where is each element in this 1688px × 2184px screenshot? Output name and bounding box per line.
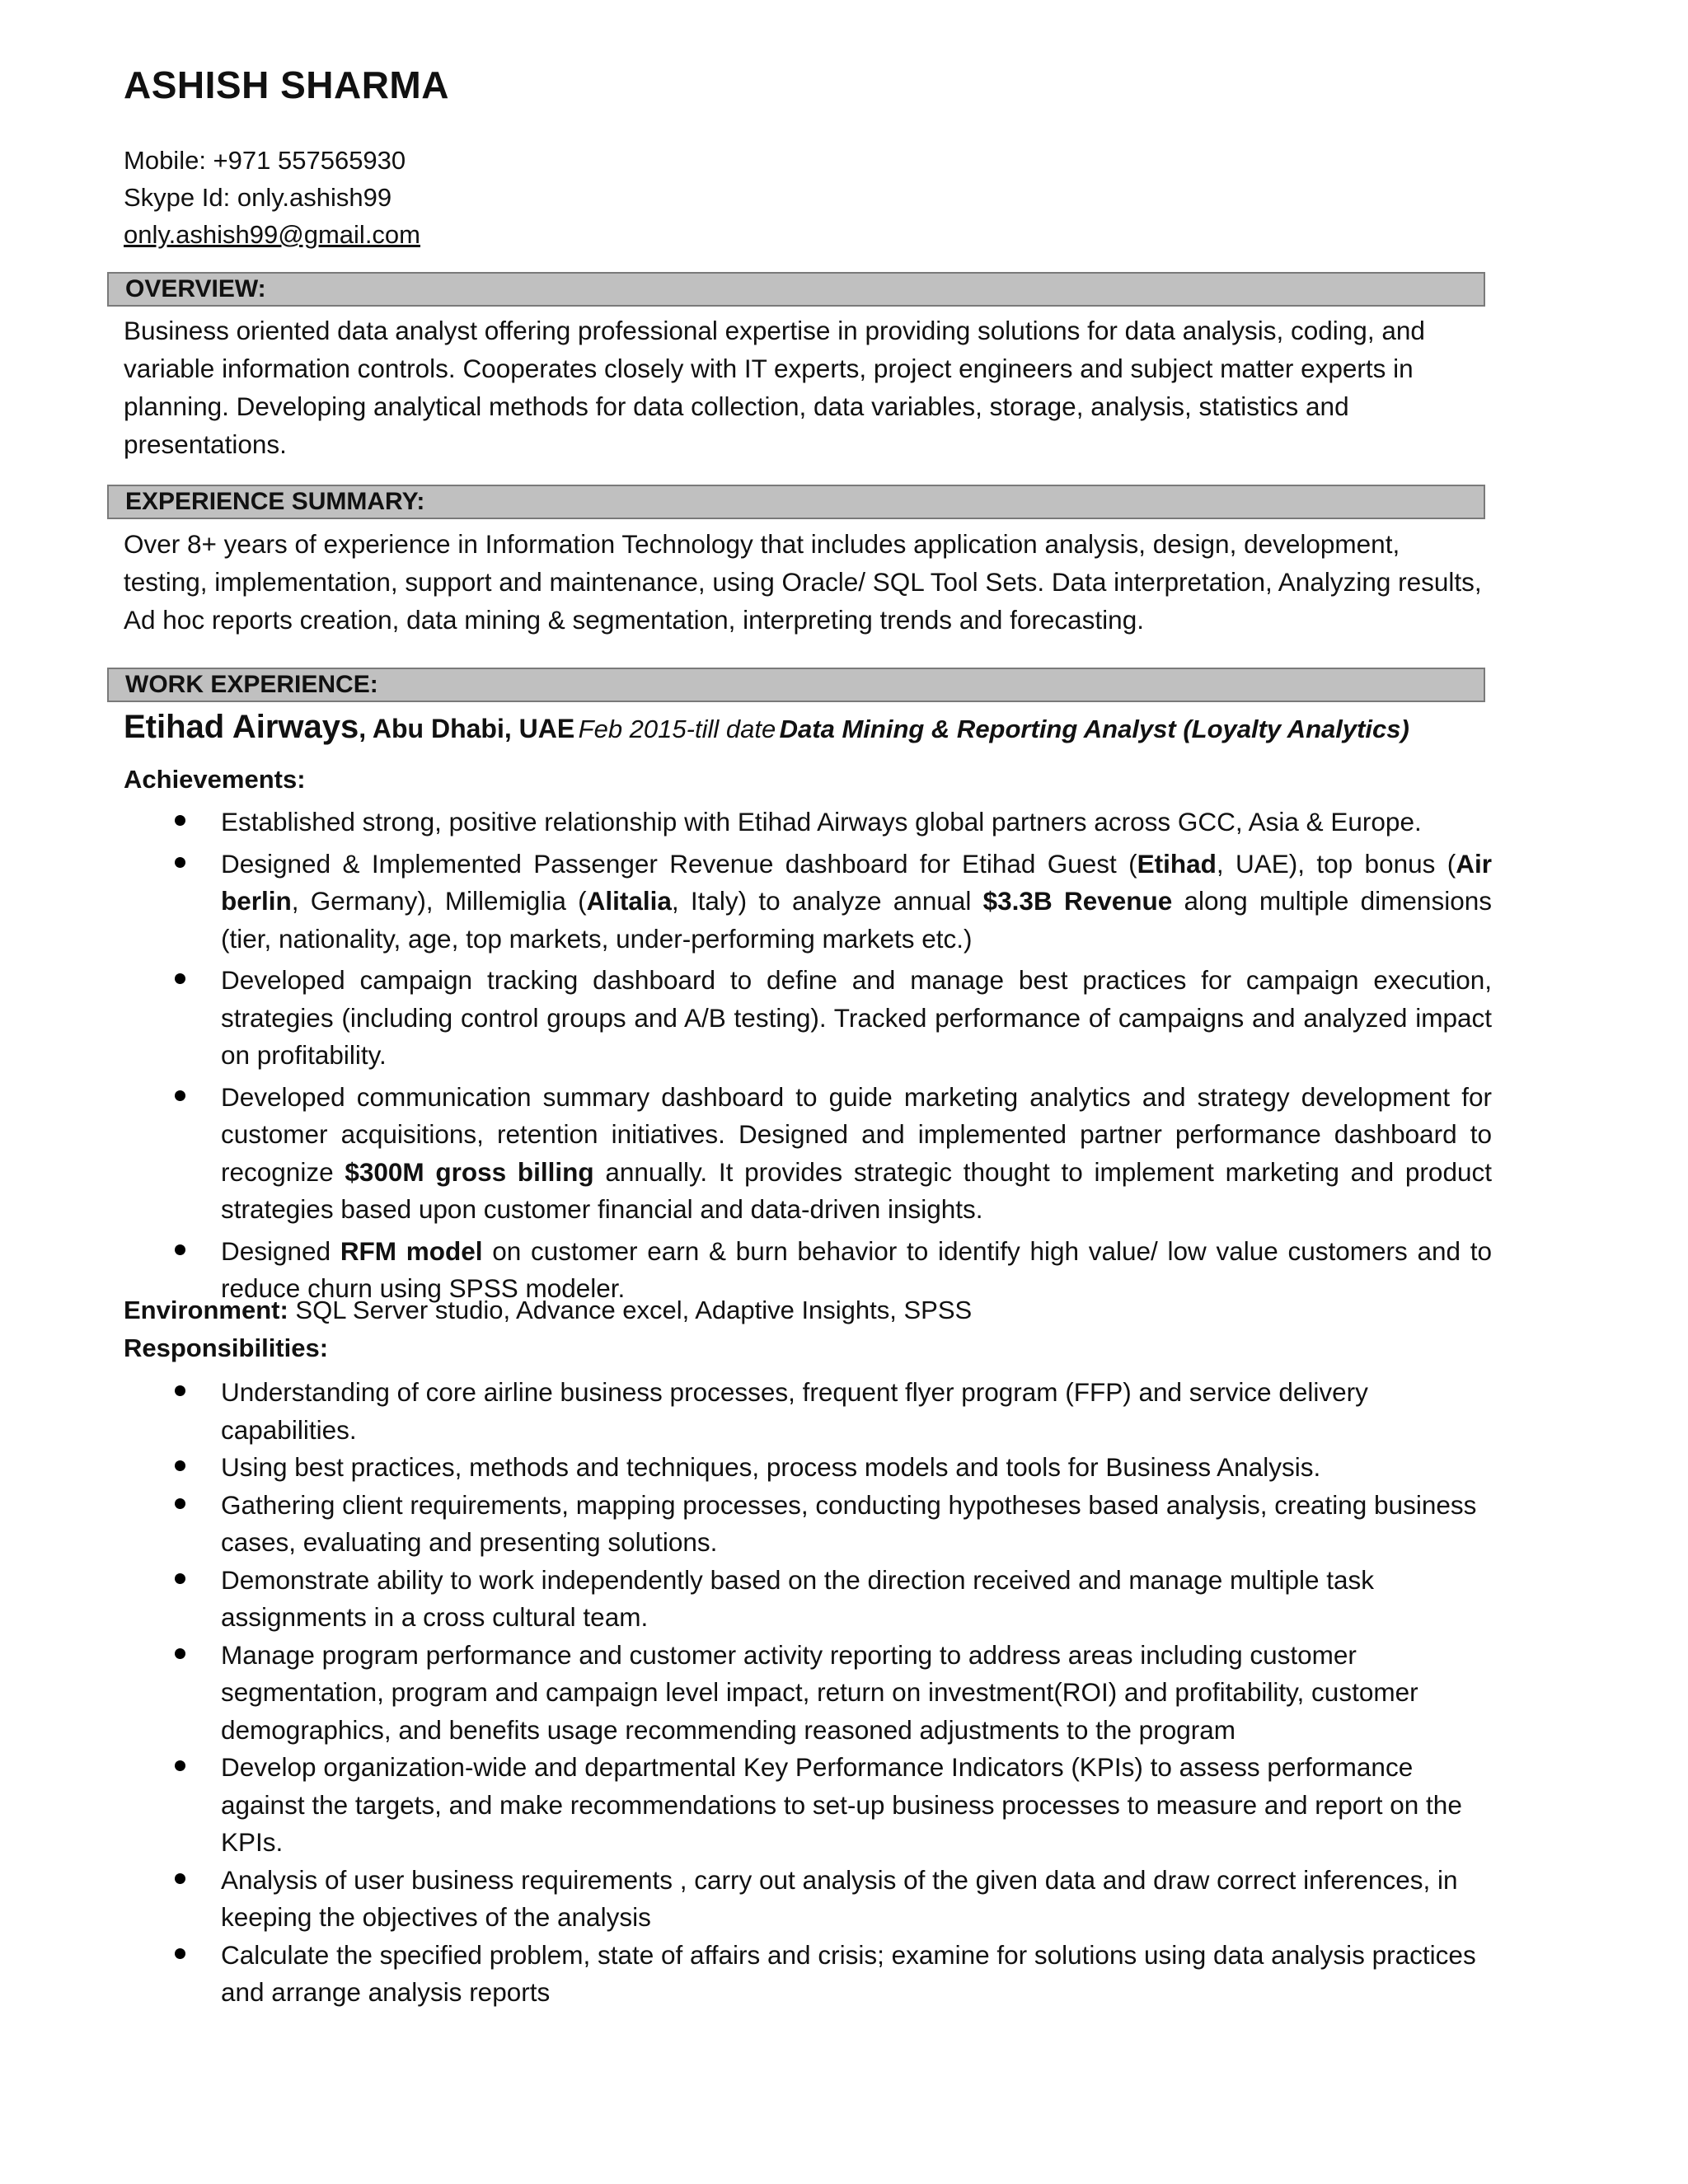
- responsibility-item: [124, 1749, 1492, 1862]
- environment-label: Environment:: [124, 1296, 288, 1324]
- section-header-work-experience: WORK EXPERIENCE:: [107, 668, 1485, 702]
- experience-summary-text: Over 8+ years of experience in Information Technology that includes application analysis, design, development, testing, implementation, support and maintenance, using Oracle/ SQL Tool Sets. Data interpretation, Analyzing results, Ad hoc reports creation, data mining & segmentation, interpreting trends and forecasting.: [124, 529, 1482, 635]
- overview-text: Business oriented data analyst offering professional expertise in providing solutions for data analysis, coding, and variable information controls. Cooperates closely with IT experts, project engineers and subject matter experts in planning. Developing analytical methods for data collection, data variables, storage, analysis, statistics and presentations.: [124, 316, 1425, 459]
- bullet-dot: [175, 1573, 185, 1584]
- achievement-text: on customer earn & burn behavior to identify high value/ low value customers and to reduce churn using SPSS modeler.: [221, 1235, 1492, 1303]
- bullet-dot: [175, 1244, 185, 1255]
- achievement-highlight: RFM model: [340, 1235, 483, 1266]
- achievement-highlight: $3.3B Revenue: [982, 886, 1173, 916]
- bullet-dot: [175, 815, 185, 826]
- bullet-dot: [175, 1385, 185, 1396]
- achievement-text: Developed communication summary dashboard to guide marketing analytics and strategy development for customer acquisitions, retention initiatives. Designed and implemented partner performance dashboard to recognize: [221, 1081, 1492, 1187]
- bullet-dot: [175, 1648, 185, 1659]
- responsibility-item: [124, 1637, 1492, 1750]
- skype-id: Skype Id: only.ashish99: [124, 183, 392, 212]
- section-header-overview: OVERVIEW:: [107, 272, 1485, 307]
- responsibility-text: Calculate the specified problem, state of affairs and crisis; examine for solutions using data analysis practices and arrange analysis reports: [221, 1939, 1476, 2007]
- bullet-dot: [175, 1948, 185, 1959]
- job-heading: [124, 709, 1409, 746]
- responsibility-item: [124, 1562, 1492, 1637]
- responsibility-item: [124, 1862, 1492, 1937]
- responsibility-text: Using best practices, methods and techniques, process models and tools for Business Analysis.: [221, 1452, 1321, 1482]
- mobile-number: Mobile: +971 557565930: [124, 146, 406, 175]
- achievement-highlight: Etihad: [1137, 848, 1217, 879]
- responsibility-text: Develop organization-wide and departmental Key Performance Indicators (KPIs) to assess performance against the targets, and make recommendations to set-up business processes to measure and report on the KPIs.: [221, 1752, 1462, 1857]
- achievement-text: Designed: [221, 1235, 340, 1266]
- email-link[interactable]: only.ashish99@gmail.com: [124, 220, 420, 249]
- achievement-item: [124, 846, 1492, 958]
- achievement-text: , UAE), top bonus (: [1216, 848, 1456, 879]
- achievement-highlight: $300M gross billing: [345, 1156, 594, 1187]
- achievement-item: [124, 1079, 1492, 1229]
- achievement-text: along multiple dimensions (tier, nationality, age, top markets, under-performing markets etc.): [221, 886, 1492, 954]
- achievement-text: annually. It provides strategic thought to implement marketing and product strategies based upon customer financial and data-driven insights.: [221, 1156, 1492, 1224]
- environment-line: [124, 1296, 972, 1325]
- contact-block: [124, 142, 420, 253]
- bullet-dot: [175, 973, 185, 984]
- responsibilities-list: [124, 1374, 1492, 2012]
- responsibilities-heading: Responsibilities:: [124, 1333, 329, 1362]
- responsibility-item: [124, 1487, 1492, 1562]
- achievement-text: , Italy) to analyze annual: [671, 886, 983, 916]
- responsibility-text: Understanding of core airline business processes, frequent flyer program (FFP) and service delivery capabilities.: [221, 1377, 1368, 1445]
- bullet-dot: [175, 1090, 185, 1101]
- responsibility-text: Manage program performance and customer activity reporting to address areas including customer segmentation, program and campaign level impact, return on investment(ROI) and profitability, customer demographics, and benefits usage recommending reasoned adjustments to the program: [221, 1639, 1418, 1745]
- bullet-dot: [175, 1498, 185, 1509]
- responsibility-text: Analysis of user business requirements , carry out analysis of the given data and draw correct inferences, in keeping the objectives of the analysis: [221, 1864, 1458, 1932]
- achievement-highlight: Alitalia: [586, 886, 672, 916]
- job-location: , Abu Dhabi, UAE: [359, 714, 575, 743]
- achievement-text: Established strong, positive relationship with Etihad Airways global partners across GCC, Asia & Europe.: [221, 807, 1422, 837]
- achievements-heading: Achievements:: [124, 765, 306, 794]
- section-header-experience-summary: EXPERIENCE SUMMARY:: [107, 485, 1485, 519]
- bullet-dot: [175, 1460, 185, 1471]
- job-dates: Feb 2015-till date: [578, 715, 776, 743]
- candidate-name: ASHISH SHARMA: [124, 63, 449, 106]
- achievement-item: [124, 804, 1492, 841]
- job-company: Etihad Airways: [124, 709, 359, 745]
- achievement-text: Designed & Implemented Passenger Revenue dashboard for Etihad Guest (: [221, 848, 1137, 879]
- achievement-highlight: Air berlin: [221, 848, 1492, 916]
- achievement-text: , Germany), Millemiglia (: [291, 886, 587, 916]
- achievement-text: Developed campaign tracking dashboard to define and manage best practices for campaign execution, strategies (including control groups and A/B testing). Tracked performance of campaigns and analyzed impact on profitability.: [221, 965, 1492, 1070]
- responsibility-item: [124, 1449, 1492, 1487]
- bullet-dot: [175, 1873, 185, 1884]
- responsibility-text: Demonstrate ability to work independently based on the direction received and manage multiple task assignments in a cross cultural team.: [221, 1564, 1375, 1632]
- responsibility-item: [124, 1937, 1492, 2012]
- achievements-list: [124, 804, 1492, 1308]
- achievement-item: [124, 962, 1492, 1075]
- responsibility-item: [124, 1374, 1492, 1449]
- job-title: Data Mining & Reporting Analyst (Loyalty Analytics): [779, 715, 1409, 743]
- responsibility-text: Gathering client requirements, mapping processes, conducting hypotheses based analysis, creating business cases, evaluating and presenting solutions.: [221, 1489, 1477, 1557]
- bullet-dot: [175, 857, 185, 868]
- environment-value: SQL Server studio, Advance excel, Adaptive Insights, SPSS: [288, 1296, 973, 1324]
- bullet-dot: [175, 1760, 185, 1771]
